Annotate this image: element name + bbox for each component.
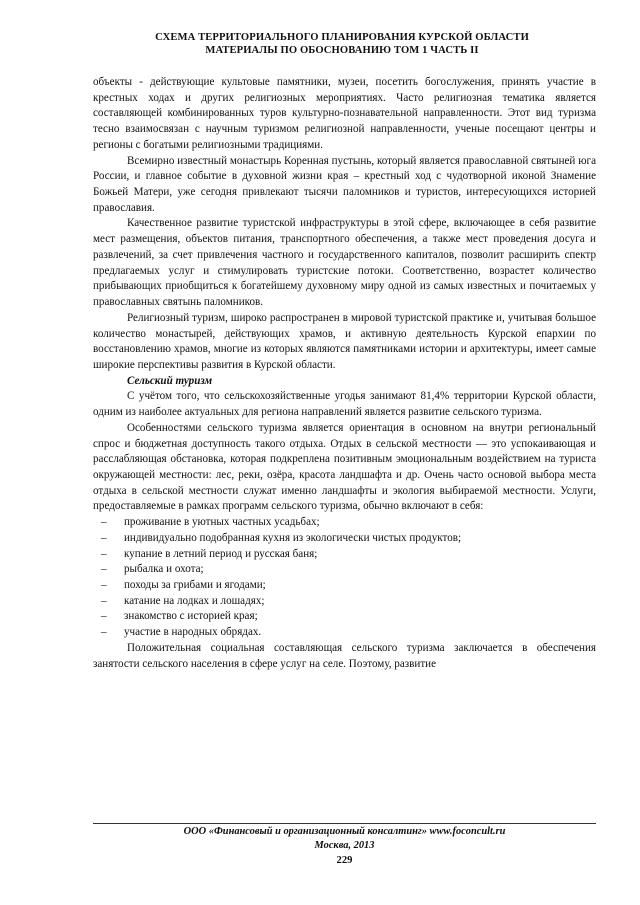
footer-city-year: Москва, 2013 bbox=[314, 839, 375, 851]
body-text bbox=[93, 75, 596, 672]
list-item: – индивидуально подобранная кухня из экологически чистых продуктов; bbox=[93, 531, 596, 547]
list-item: – рыбалка и охота; bbox=[93, 562, 596, 578]
footer-company: ООО «Финансовый и организационный консалтинг» www.foconcult.ru bbox=[183, 826, 506, 837]
paragraph-agricultural-land: С учётом того, что сельскохозяйственные угодья занимают 81,4% территории Курской области, одним из наиболее актуальных для региона направлений является развитие сельского туризма. bbox=[93, 390, 596, 419]
list-item: – участие в народных обрядах. bbox=[93, 625, 596, 641]
subheading-rural-tourism: Сельский туризм bbox=[127, 374, 213, 387]
header-subtitle: МАТЕРИАЛЫ ПО ОБОСНОВАНИЮ ТОМ 1 ЧАСТЬ II bbox=[205, 45, 479, 56]
list-item: – знакомство с историей края; bbox=[93, 609, 596, 625]
page-number: 229 bbox=[336, 855, 353, 866]
page-footer bbox=[93, 825, 596, 852]
page-header bbox=[88, 31, 596, 57]
paragraph-social-component: Положительная социальная составляющая сельского туризма заключается в обеспечения занятости сельского населения в сфере услуг на селе. Поэтому, развитие bbox=[93, 641, 596, 670]
list-item: – походы за грибами и ягодами; bbox=[93, 578, 596, 594]
list-dash: – bbox=[101, 531, 107, 544]
list-dash: – bbox=[101, 594, 107, 607]
header-title: СХЕМА ТЕРРИТОРИАЛЬНОГО ПЛАНИРОВАНИЯ КУРСКОЙ ОБЛАСТИ bbox=[155, 32, 529, 43]
list-dash: – bbox=[101, 626, 107, 639]
list-dash: – bbox=[101, 516, 107, 529]
list-item: – купание в летний период и русская баня; bbox=[93, 547, 596, 563]
list-item: – проживание в уютных частных усадьбах; bbox=[93, 515, 596, 531]
services-list bbox=[93, 515, 596, 641]
paragraph-rural-features: Особенностями сельского туризма является ориентация в основном на внутри региональный спрос и бюджетная доступность такого отдыха. Отдых в сельской местности — это успокаивающая и расслабляющая обстановка, которая подкреплена позитивным эмоциональным воздействием на туриста окружающей местности: лес, реки, озёра, красота ландшафта и др. Очень часто основой выбора места отдыха в сельской местности служат именно ландшафты и экология выбираемой местности. Услуги, предоставляемые в рамках программ сельского туризма, обычно включают в себя: bbox=[93, 421, 596, 513]
list-dash: – bbox=[101, 610, 107, 623]
list-dash: – bbox=[101, 563, 107, 576]
paragraph-korennaya-pustyn: Всемирно известный монастырь Коренная пустынь, который является православной святыней юга России, и главное событие в духовной жизни края – крестный ход с чудотворной иконой Знамение Божьей Матери, уже сегодня привлекают тысячи паломников и туристов, интересующихся историей православия. bbox=[93, 154, 596, 214]
paragraph-religious-tourism: Религиозный туризм, широко распространен в мировой туристской практике и, учитывая большое количество монастырей, действующих храмов, и активную деятельность Курской епархии по восстановлению храмов, многие из которых являются памятниками истории и архитектуры, имеет самые широкие перспективы развития в Курской области. bbox=[93, 311, 596, 371]
paragraph-religious-objects: объекты - действующие культовые памятники, музеи, посетить богослужения, принять участие в крестных ходах и других религиозных мероприятиях. Часто религиозная тематика является составляющей комбинированных туров культурно-познавательной направленности. Этот вид туризма тесно взаимосвязан с научным туризмом религиозной направленности, ученые посещают центры и регионы с богатыми религиозными традициями. bbox=[93, 76, 596, 151]
list-dash: – bbox=[101, 547, 107, 560]
footer-divider bbox=[93, 823, 596, 824]
list-dash: – bbox=[101, 579, 107, 591]
list-item: – катание на лодках и лошадях; bbox=[93, 594, 596, 610]
paragraph-infrastructure: Качественное развитие туристской инфраструктуры в этой сфере, включающее в себя развитие мест размещения, объектов питания, транспортного обеспечения, а также мест проведения досуга и развлечений, за счет привлечения частного и государственного капиталов, позволит расширить спектр предлагаемых услуг и стимулировать туристские потоки. Соответственно, возрастет количество прибывающих приобщиться к богатейшему духовному миру одной из самых известных и почитаемых у православных святынь паломников. bbox=[93, 217, 596, 309]
